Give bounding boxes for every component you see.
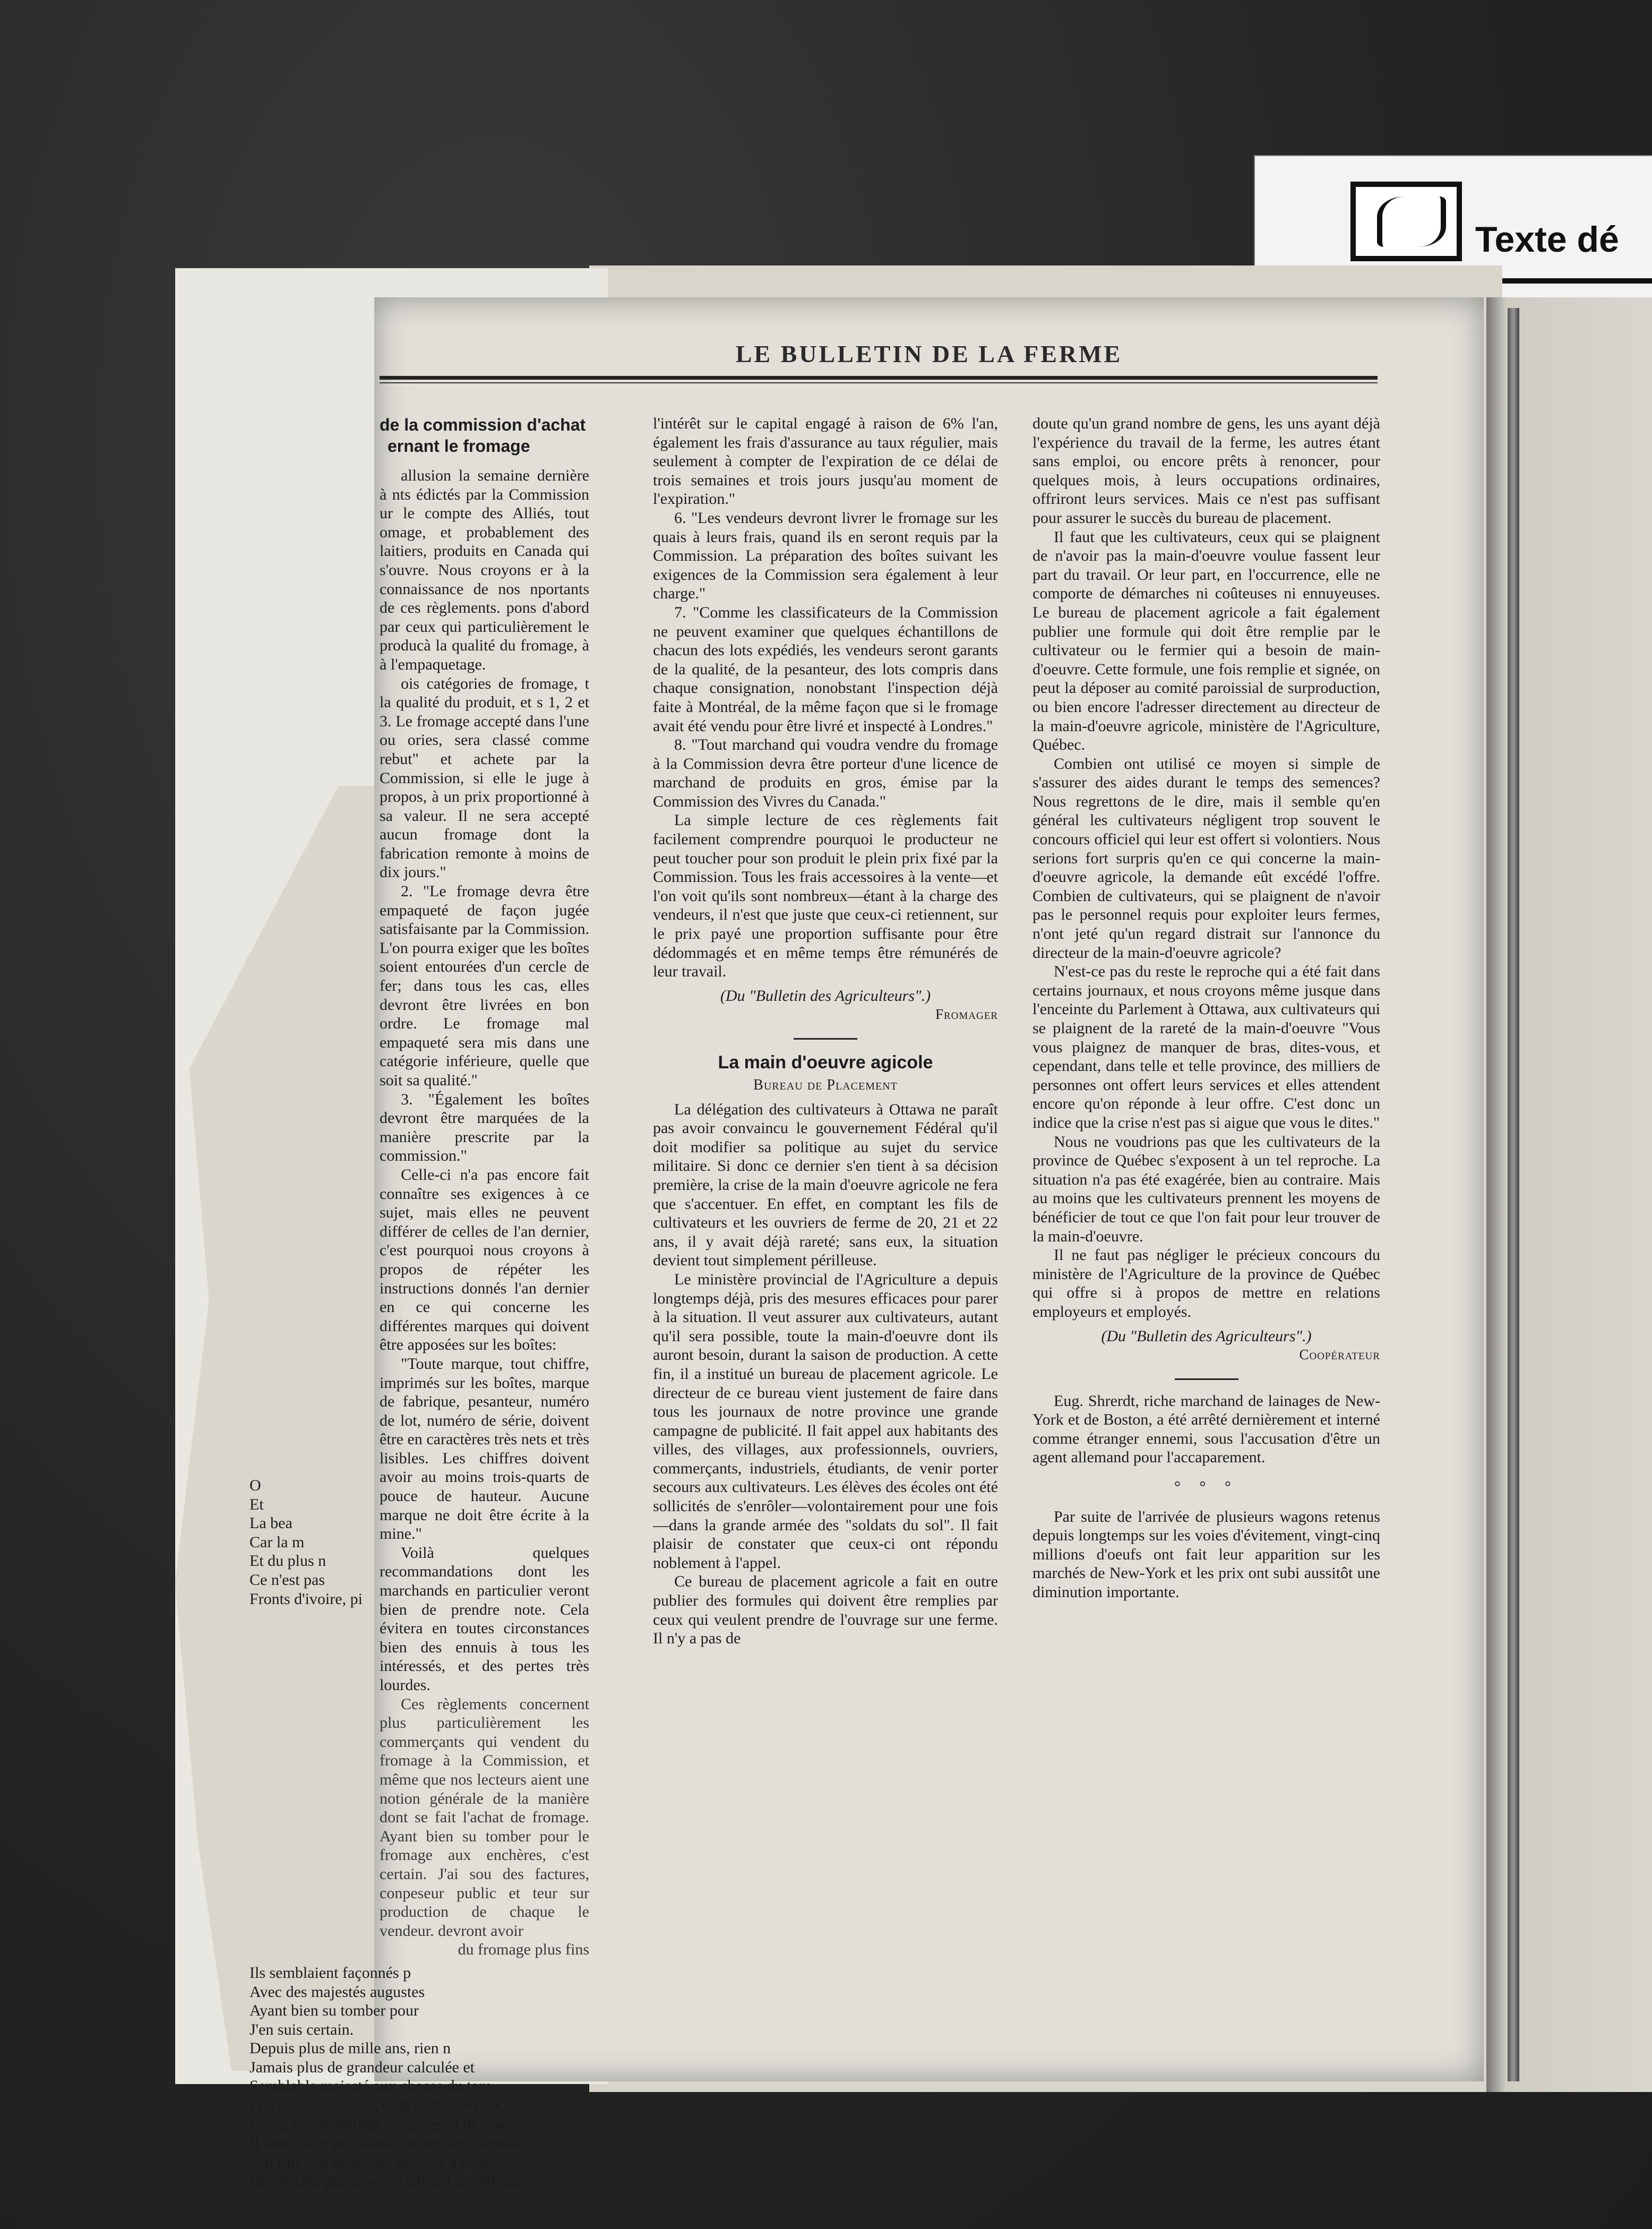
paragraph: du fromage plus fins (458, 1941, 589, 1959)
headline-line-2: ernant le fromage (388, 436, 530, 456)
fragment: Ce n'est pas (249, 1571, 325, 1589)
poem-line: Ils semblaient façonnés p (249, 1964, 411, 1982)
poem-line: De l'enfant gracieux le vieillard grandiose, (249, 2172, 521, 2190)
article-headline (249, 414, 589, 457)
column-1 (249, 414, 589, 2190)
paragraph: 2. "Le fromage devra être empaqueté de façon jugée satisfaisante par la Commission. L'on pourra exiger que les boîtes soient entourées d'un cercle de fer; dans tous les cas, elles devront être livrées en bon ordre. Le fromage mal empaqueté sera mis dans une catégorie inférieure, quelle que soit sa qualité." (380, 882, 589, 1089)
margin-fragments (249, 1476, 377, 1608)
paragraph: 7. "Comme les classificateurs de la Commission ne peuvent examiner que quelques échantillons de chacun des lots expédiés, les vendeurs seront garants de la qualité, de la pesanteur, des lots compris dans chaque consignation, nonobstant l'inspection déjà faite à Montréal, de la même façon que si le fromage avait été vendu pour être livré et inspecté à Londres." (653, 603, 998, 735)
poem-line: J'en suis certain. (249, 2020, 354, 2038)
fragment: Car la m (249, 1533, 305, 1551)
poem-line: Jamais plus de grandeur calculée et (249, 2058, 475, 2076)
paragraph: 3. "Également les boîtes devront être marquées de la manière prescrite par la commission." (380, 1090, 589, 1165)
paragraph: 6. "Les vendeurs devront livrer le fromage sur les quais à leurs frais, quand ils en seront requis par la Commission. La préparation des boîtes suivant les exigences de la Commission sera également à leur charge." (653, 509, 998, 603)
paragraph: Il faut que les cultivateurs, ceux qui se plaignent de n'avoir pas la main-d'oeuvre voulue fassent leur part du travail. Or leur part, en l'occurrence, elle ne comporte de démarches ni coûteuses ni ennuyeuses. Le bureau de placement agricole a fait également publier une formule qui doit être remplie par le cultivateur ou le fermier qui a besoin de main-d'oeuvre. Cette formule, une fois remplie et signée, on peut la déposer au comité paroissial de surproduction, ou bien encore l'adresser directement au directeur de la main-d'oeuvre agricole, ministère de l'Agriculture, Québec. (1032, 528, 1380, 754)
fragment: La bea (249, 1514, 292, 1532)
signature: Fromager (935, 1006, 998, 1023)
news-item: Eug. Shrerdt, riche marchand de lainages de New-York et de Boston, a été arrêté dernièrement et interné comme étranger ennemi, sous l'accusation d'être un agent allemand pour l'accaparement. (1032, 1392, 1380, 1467)
section-subtitle: Bureau de Placement (753, 1077, 898, 1093)
paragraph: N'est-ce pas du reste le reproche qui a été fait dans certains journaux, et nous croyons même jusque dans l'enceinte du Parlement à Ottawa, aux cultivateurs qui se plaignent de la rareté de la main-d'oeuvre "Vous vous plaignez de manquer de bras, dites-vous, et cependant, dans telle et telle province, des milliers de personnes ont offert leurs services et elles attendent encore qu'on réponde à leur offre. C'est donc un indice que la crise n'est pas si aigue que vous le dites." (1032, 963, 1380, 1131)
paragraph: La simple lecture de ces règlements fait facilement comprendre pourquoi le producteur ne peut toucher pour son produit le plein prix fixé par la Commission. Tous les frais accessoires à la vente—et l'on voit qu'ils sont nombreux—étant à la charge des vendeurs, il n'est que juste que ceux-ci retiennent, sur le prix payé une proportion suffisante pour être dédommagés et en même temps être rémunérés de leur travail. (653, 811, 998, 981)
microfilm-logo-icon (1350, 182, 1462, 261)
paragraph: La délégation des cultivateurs à Ottawa ne paraît pas avoir convaincu le gouvernement Fédéral qu'il doit modifier sa politique au sujet du service militaire. Si donc ce dernier s'en tient à sa décision première, la crise de la main d'oeuvre agricole ne fera que s'accentuer. En effet, en comptant les fils de cultivateurs et les ouvriers de ferme de 20, 21 et 22 ans, il y avait déjà rareté; sans eux, la situation devient tout simplement périlleuse. (653, 1100, 998, 1270)
fragment: Et (249, 1495, 264, 1513)
headline-line-1: de la commission d'achat (380, 415, 586, 434)
poem-line: Qui sait tout ordonner, et place à côté (249, 2153, 488, 2171)
poem-line: Ayant bien su tomber pour (249, 2002, 419, 2020)
signature: Coopérateur (1299, 1347, 1380, 1363)
poem-line: Semblable majesté aux choses du tom (249, 2077, 492, 2095)
paragraph: allusion la semaine dernière à nts édictés par la Commission ur le compte des Alliés, tout omage, et probablement des laitiers, produits en Canada qui s'ouvre. Nous croyons er à la connaissance de nos nportants de ces règlements. pons d'abord par ceux qui particulièrement le producà la qualité du fromage, à à l'empaquetage. (380, 467, 589, 673)
fragment: Fronts d'ivoire, pi (249, 1590, 363, 1608)
page-title: LE BULLETIN DE LA FERME (735, 340, 1123, 367)
poem-block (249, 1964, 589, 2190)
paragraph: Nous ne voudrions pas que les cultivateurs de la province de Québec s'exposent à un tel reproche. La situation n'a pas été exagérée, bien au contraire. Mais au moins que les cultivateurs prennent les moyens de bénéficier de tout ce que l'on fait pour leur trouver de la main-d'oeuvre. (1032, 1133, 1380, 1245)
paragraph: Celle-ci n'a pas encore fait connaître ses exigences à ce sujet, mais elles ne peuvent différer de celles de l'an dernier, c'est pourquoi nous croyons à propos de répéter les instructions donnés l'an dernier en ce qui concerne les différentes marques qui doivent être apposées sur les boîtes: (380, 1165, 589, 1354)
section-title: La main d'oeuvre agicole (718, 1052, 933, 1073)
poem-line: Depuis plus de mille ans, rien n (249, 2039, 451, 2057)
poem-line: Il faut croire au hasard correct de la beauté, (249, 2134, 526, 2152)
paragraph: Il ne faut pas négliger le précieux concours du ministère de l'Agriculture de la province de Québec qui offre si à propos de mettre en relations employeurs et employés. (1032, 1246, 1380, 1321)
newspaper-page (249, 297, 1484, 2190)
source-citation: (Du "Bulletin des Agriculteurs".) (1101, 1327, 1312, 1345)
news-item: Par suite de l'arrivée de plusieurs wagons retenus depuis longtemps sur les voies d'évitement, vingt-cinq millions d'oeufs ont fait leur apparition sur les marchés de New-York et les prix ont subi aussitôt une diminution importante. (1032, 1507, 1380, 1601)
fragment: O (249, 1477, 261, 1494)
paragraph: "Toute marque, tout chiffre, imprimés sur les boîtes, marque de fabrique, pesanteur, numéro de lot, numéro de série, doivent être en caractères très nets et très lisibles. Les chiffres doivent avoir au moins trois-quarts de pouce de hauteur. Aucune marque ne doit être écrite à la mine." (380, 1354, 589, 1543)
binding-spine (1508, 308, 1519, 2081)
header-rule (380, 376, 1378, 380)
paragraph: 8. "Tout marchand qui voudra vendre du fromage à la Commission devra être porteur d'une licence de marchand de produits en gros, émise par la Commission des Vivres du Canada." (653, 736, 998, 810)
paragraph: l'intérêt sur le capital engagé à raison de 6% l'an, également les frais d'assurance au taux régulier, mais seulement à compter de l'expiration de ce délai de trois semaines et trois jours jusqu'au moment de l'expiration." (653, 415, 998, 508)
poem-line: D'ordinaire, le sang, c'est de l'assassinat (249, 2096, 503, 2114)
header-rule-thin (380, 382, 1378, 383)
paragraph: Le ministère provincial de l'Agriculture a depuis longtemps déjà, pris des mesures efficaces pour parer à la situation. Il veut assurer aux cultivateurs, autant qu'il sera possible, toute la main-d'oeuvre dont ils auront besoin, durant la saison de production. A cette fin, il a institué un bureau de placement agricole. Le directeur de ce bureau vient justement de faire dans tous les journaux de notre province une grande campagne de publicité. Il fait appel aux habitants des villes, des villages, aux professionnels, ouvriers, commerçants, industriels, étudiants, de venir porter secours aux cultivateurs. Les élèves des écoles ont été sollicités de s'enrôler—volontairement pour une fois—dans la grande armée des "soldats du sol". Il fait plaisir de constater que ceux-ci ont répondu noblement à l'appel. (653, 1270, 998, 1572)
poem-line: Ce fut une splendeur de gestes et de poses! (249, 2115, 523, 2133)
column-3 (1032, 414, 1380, 1602)
column-2 (653, 414, 998, 1648)
section-divider (1175, 1378, 1238, 1380)
section-divider (794, 1038, 857, 1040)
paragraph: Ces règlements concernent plus particulièrement les commerçants qui vendent du fromage à la Commission, et même que nos lecteurs aient une notion générale de la manière dont se fait l'achat de fromage. Ayant bien su tomber pour le fromage aux enchères, c'est certain. J'ai sou des factures, conpeseur public et teur sur production de chaque le vendeur. devront avoir (380, 1695, 589, 1940)
separator-stars: ° ° ° (1174, 1478, 1238, 1496)
paragraph: doute qu'un grand nombre de gens, les uns ayant déjà l'expérience du travail de la ferme, les autres étant sans emploi, ou encore prêts à renoncer, pour quelques mois, à leurs occupations ordinaires, offriront leurs services. Mais ce n'est pas suffisant pour assurer le succès du bureau de placement. (1032, 415, 1380, 527)
paragraph: ois catégories de fromage, t la qualité du produit, et s 1, 2 et 3. Le fromage accepté dans l'une ou ories, sera classé comme rebut" et achete par la Commission, si elle le juge à propos, à un prix proportionné à sa valeur. Il ne sera accepté aucun fromage dont la fabrication remonte à moins de dix jours." (380, 674, 589, 881)
source-citation: (Du "Bulletin des Agriculteurs".) (720, 987, 931, 1005)
poem-line: Avec des majestés augustes (249, 1983, 425, 2001)
paragraph: Ce bureau de placement agricole a fait en outre publier des formules qui doivent être remplies par ceux qui veulent prendre de l'ouvrage sur une ferme. Il n'y a pas de (653, 1573, 998, 1648)
fragment: Et du plus n (249, 1552, 326, 1570)
label-text: Texte dé (1475, 219, 1619, 260)
paragraph: Combien ont utilisé ce moyen si simple de s'assurer des aides durant le temps des semences? Nous regrettons de le dire, mais il semble qu'en général les cultivateurs négligent trop souvent le concours officiel qui leur est offert si volontiers. Nous serions fort surpris qu'en ce qui concerne la main-d'oeuvre agricole, la demande eût excédé l'offre. Combien de cultivateurs, qui se plaignent de n'avoir pas le personnel requis pour exploiter leurs fermes, n'ont jeté qu'un regard distrait sur l'annonce du directeur de la main-d'oeuvre agricole? (1032, 755, 1380, 962)
paragraph: Voilà quelques recommandations dont les marchands en particulier veront bien de prendre note. Cela évitera en toutes circonstances bien des ennuis à tous les intéressés, et des pertes très lourdes. (380, 1544, 589, 1694)
